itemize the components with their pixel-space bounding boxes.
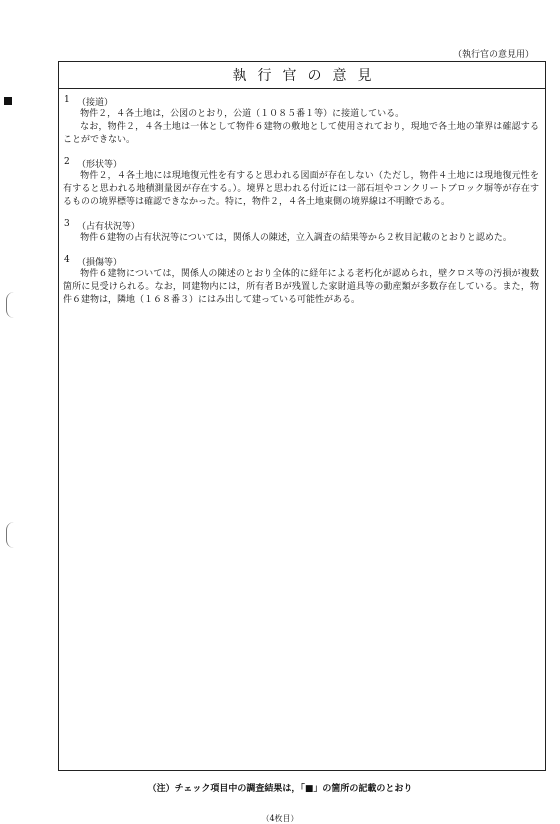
opinion-frame (58, 61, 546, 771)
section-paragraph: なお，物件２，４各土地は一体として物件６建物の敷地として使用されており，現地で各土地の筆界は確認することができない。 (63, 122, 539, 145)
footer-note: （注）チェック項目中の調査結果は，「■」の箇所の記載のとおり (147, 784, 413, 794)
section-paragraph: 物件２，４各土地には現地復元性を有すると思われる図面が存在しない（ただし，物件４土地には現地復元性を有すると思われる地積測量図が存在する。）。境界と思われる付近には一部石垣やコンクリートブロック塀等が存在するものの境界標等は確認できなかった。特に，物件２，４各土地東側の境界線は不明瞭である。 (63, 171, 539, 207)
section-number: 1 (64, 95, 70, 105)
form-type-note: （執行官の意見用） (452, 50, 534, 60)
binding-hole-mark (6, 522, 17, 548)
section-title: （接道） (77, 98, 114, 108)
section-heading (59, 255, 545, 268)
check-marker-icon (4, 97, 12, 105)
section-title: （占有状況等） (77, 222, 141, 232)
section-paragraph: 物件６建物の占有状況等については，関係人の陳述，立入調査の結果等から２枚目記載のとおりと認めた。 (80, 233, 512, 243)
title-bar (59, 62, 545, 89)
section-heading (59, 219, 545, 232)
opinion-sections (59, 95, 545, 317)
section-paragraph: 物件６建物については，関係人の陳述のとおり全体的に経年による老朽化が認められ，壁クロス等の汚損が複数箇所に見受けられる。なお，同建物内には，所有者Ｂが残置した家財道具等の動産類が多数存在している。また，物件６建物は，隣地（１６８番３）にはみ出して建っている可能性がある。 (63, 269, 539, 305)
section-number: 4 (64, 255, 70, 265)
section-number: 2 (64, 157, 70, 167)
section-title: （形状等） (77, 160, 123, 170)
page-number: （4枚目） (261, 814, 299, 823)
section-damage (59, 255, 545, 307)
section-occupancy (59, 219, 545, 245)
binding-hole-mark (6, 292, 17, 318)
section-access-road (59, 95, 545, 147)
section-paragraph: 物件２，４各土地は，公図のとおり，公道（１０８５番１等）に接道している。 (80, 109, 405, 119)
page-title: 執行官の意見 (232, 68, 383, 84)
section-shape (59, 157, 545, 209)
section-number: 3 (64, 219, 70, 229)
section-heading (59, 95, 545, 108)
section-title: （損傷等） (77, 258, 123, 268)
section-heading (59, 157, 545, 170)
